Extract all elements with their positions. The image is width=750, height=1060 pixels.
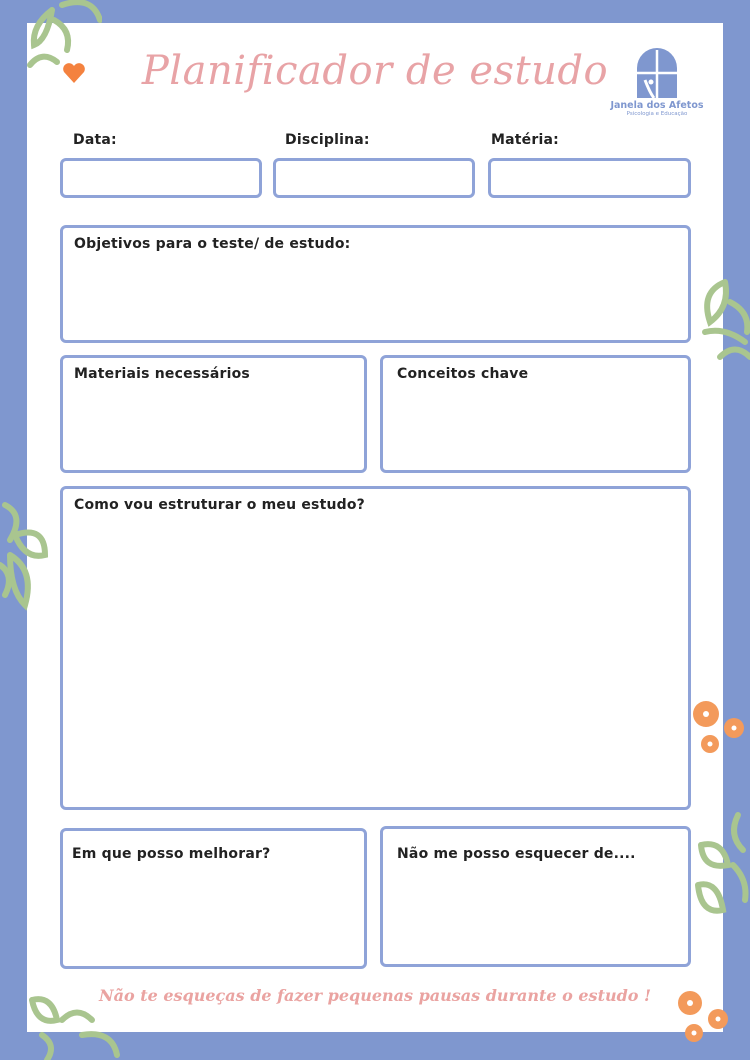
- study-structure-box[interactable]: [60, 486, 691, 810]
- footer-reminder: Não te esqueças de fazer pequenas pausas durante o estudo !: [98, 986, 652, 1005]
- logo-name: Janela dos Afetos: [610, 100, 704, 111]
- materials-label: Materiais necessários: [74, 366, 250, 382]
- improve-label: Em que posso melhorar?: [72, 846, 271, 862]
- logo-subtitle: Psicologia e Educação: [626, 111, 688, 117]
- objectives-label: Objetivos para o teste/ de estudo:: [74, 236, 351, 252]
- leaf-decoration-right-upper-icon: [695, 272, 750, 367]
- objectives-box[interactable]: [60, 225, 691, 343]
- window-logo-icon: [634, 48, 680, 98]
- date-field[interactable]: [60, 158, 262, 198]
- flower-decoration-right-icon: [690, 698, 750, 758]
- logo: [607, 48, 707, 120]
- subject-label: Disciplina:: [285, 132, 370, 148]
- topic-label: Matéria:: [491, 132, 559, 148]
- topic-field[interactable]: [488, 158, 691, 198]
- subject-field[interactable]: [273, 158, 475, 198]
- improve-box[interactable]: [60, 828, 367, 969]
- page-title: Planificador de estudo: [141, 48, 609, 94]
- key-concepts-label: Conceitos chave: [397, 366, 529, 382]
- dont-forget-box[interactable]: [380, 826, 691, 967]
- leaf-decoration-right-lower-icon: [693, 810, 750, 925]
- date-label: Data:: [73, 132, 117, 148]
- leaf-decoration-left-middle-icon: [0, 495, 55, 615]
- study-structure-label: Como vou estruturar o meu estudo?: [74, 497, 366, 513]
- materials-box[interactable]: [60, 355, 367, 473]
- key-concepts-box[interactable]: [380, 355, 691, 473]
- dont-forget-label: Não me posso esquecer de....: [397, 846, 636, 862]
